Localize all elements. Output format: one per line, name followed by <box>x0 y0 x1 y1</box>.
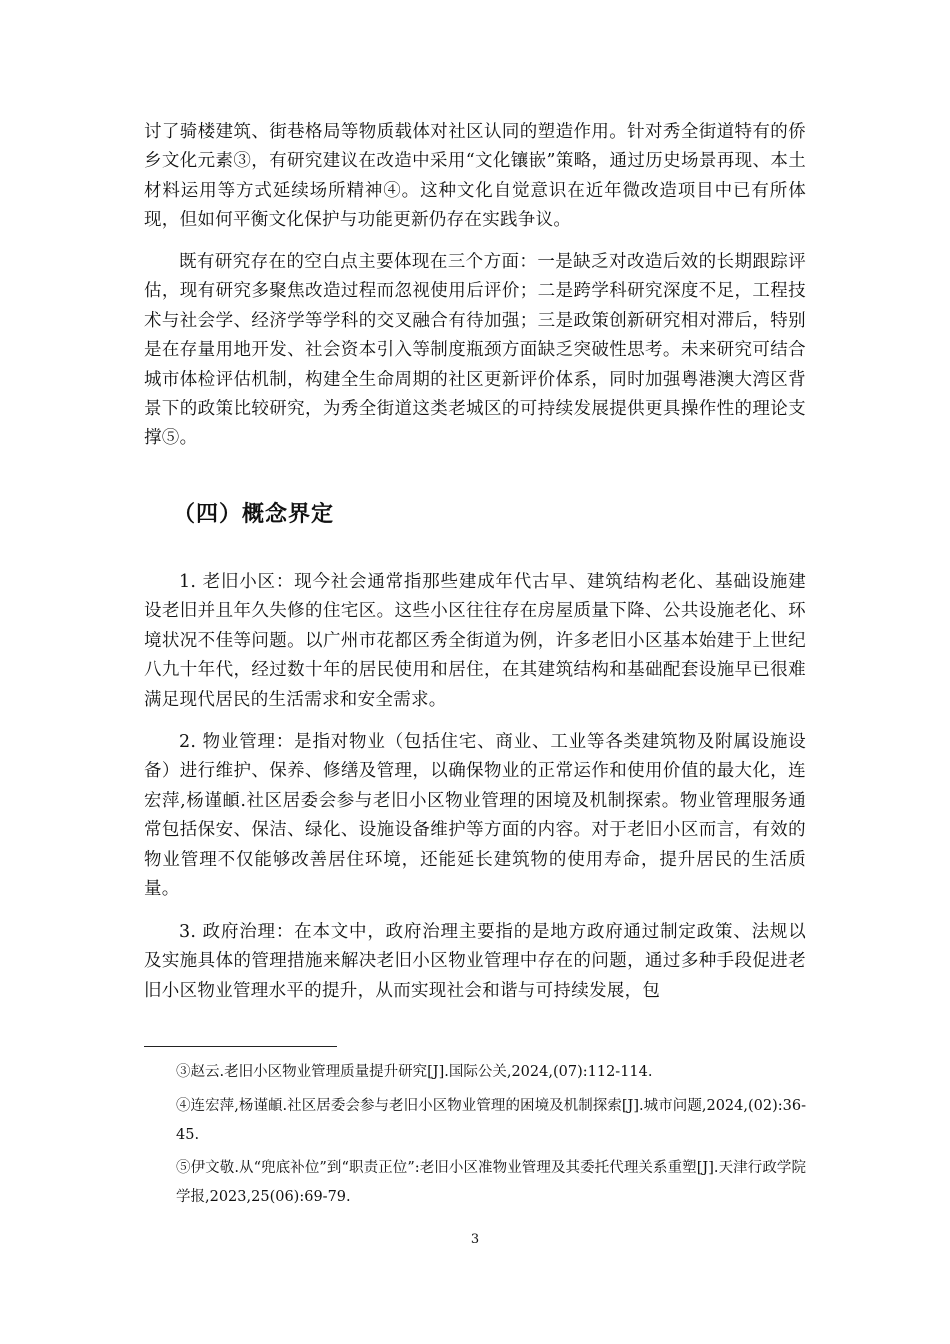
footnote-4: ④连宏萍,杨谨頔.社区居委会参与老旧小区物业管理的困境及机制探索[J].城市问题,2024,(02):36-45. <box>176 1098 806 1143</box>
footnote-5: ⑤伊文敬.从“兜底补位”到“职责正位”:老旧小区准物业管理及其委托代理关系重塑[J].天津行政学院学报,2023,25(06):69-79. <box>176 1160 806 1205</box>
paragraph-definition-property-management: 2. 物业管理：是指对物业（包括住宅、商业、工业等各类建筑物及附属设施设备）进行维护、保养、修缮及管理，以确保物业的正常运作和使用价值的最大化，连宏萍,杨谨頔.社区居委会参与老旧小区物业管理的困境及机制探索。物业管理服务通常包括保安、保洁、绿化、设施设备维护等方面的内容。对于老旧小区而言，有效的物业管理不仅能够改善居住环境，还能延长建筑物的使用寿命，提升居民的生活质量。 <box>144 732 806 900</box>
section-heading-concept-definition: （四）概念界定 <box>173 502 335 527</box>
footnote-separator <box>144 1046 337 1047</box>
footnote-3: ③赵云.老旧小区物业管理质量提升研究[J].国际公关,2024,(07):112-114. <box>176 1064 653 1080</box>
paragraph-definition-government-governance: 3. 政府治理：在本文中，政府治理主要指的是地方政府通过制定政策、法规以及实施具体的管理措施来解决老旧小区物业管理中存在的问题，通过多种手段促进老旧小区物业管理水平的提升，从而实现社会和谐与可持续发展，包 <box>144 922 806 1001</box>
paragraph-research-gaps: 既有研究存在的空白点主要体现在三个方面：一是缺乏对改造后效的长期跟踪评估，现有研究多聚焦改造过程而忽视使用后评价；二是跨学科研究深度不足，工程技术与社会学、经济学等学科的交叉融合有待加强；三是政策创新研究相对滞后，特别是在存量用地开发、社会资本引入等制度瓶颈方面缺乏突破性思考。未来研究可结合城市体检评估机制，构建全生命周期的社区更新评价体系，同时加强粤港澳大湾区背景下的政策比较研究，为秀全街道这类老城区的可持续发展提供更具操作性的理论支撑⑤。 <box>144 252 806 449</box>
paragraph-cultural-elements: 讨了骑楼建筑、街巷格局等物质载体对社区认同的塑造作用。针对秀全街道特有的侨乡文化元素③，有研究建议在改造中采用“文化镶嵌”策略，通过历史场景再现、本土材料运用等方式延续场所精神④。这种文化自觉意识在近年微改造项目中已有所体现，但如何平衡文化保护与功能更新仍存在实践争议。 <box>144 122 806 231</box>
page-number: 3 <box>470 1232 480 1247</box>
paragraph-definition-old-community: 1. 老旧小区：现今社会通常指那些建成年代古早、建筑结构老化、基础设施建设老旧并且年久失修的住宅区。这些小区往往存在房屋质量下降、公共设施老化、环境状况不佳等问题。以广州市花都区秀全街道为例，许多老旧小区基本始建于上世纪八九十年代，经过数十年的居民使用和居住，在其建筑结构和基础配套设施早已很难满足现代居民的生活需求和安全需求。 <box>144 572 806 710</box>
